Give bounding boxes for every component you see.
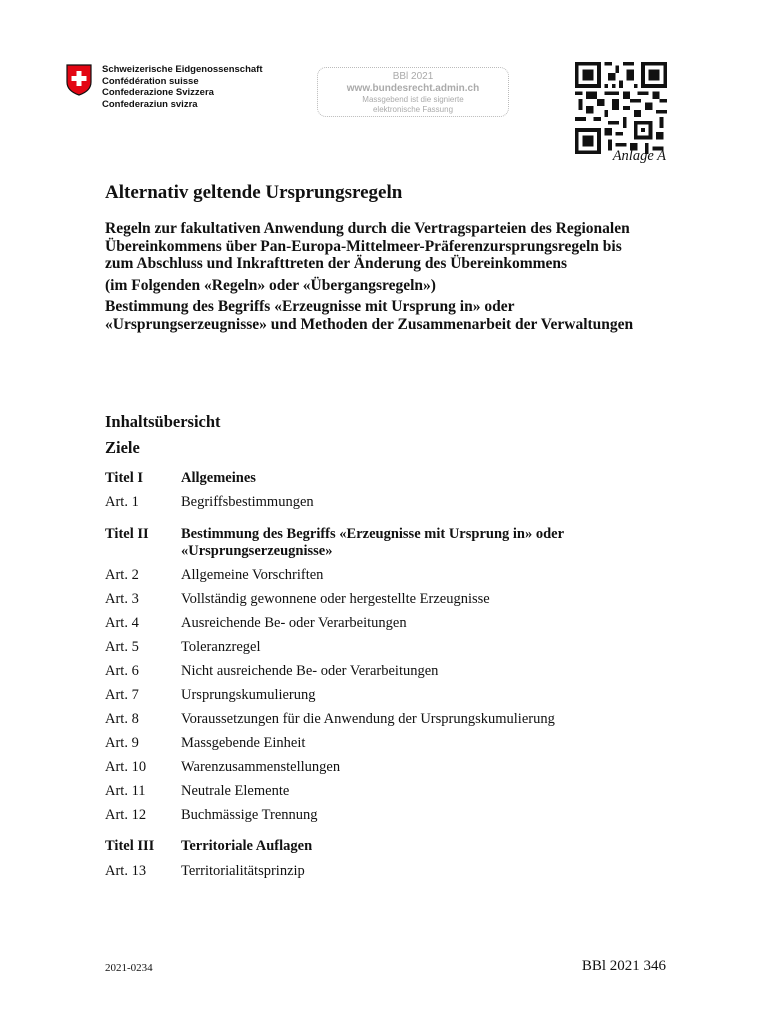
toc-entry-number: Titel III: [105, 838, 155, 854]
stamp-url: www.bundesrecht.admin.ch: [346, 83, 480, 94]
toc-entry-text: Allgemeine Vorschriften: [181, 567, 324, 583]
document-subtitle: [105, 220, 645, 333]
toc-entry-article[interactable]: [105, 567, 665, 584]
toc-entry-article[interactable]: [105, 783, 665, 800]
toc-entry-article[interactable]: [105, 615, 665, 632]
toc-entry-number: Art. 4: [105, 615, 139, 631]
subtitle-paragraph: Regeln zur fakultativen Anwendung durch die Vertragsparteien des Regionalen Übereinkommens über Pan-Europa-Mittelmeer-Präferenzursprungsregeln bis zum Abschluss und Inkrafttreten der Änderung des Übereinkommens: [105, 220, 630, 272]
stamp-line: BBl 2021: [392, 71, 434, 82]
toc-entry-number: Art. 12: [105, 807, 147, 823]
toc-entry-text: Massgebende Einheit: [181, 735, 306, 751]
toc-subheading: Ziele: [105, 438, 140, 457]
publication-stamp: [317, 67, 509, 117]
toc-entry-number: Art. 13: [105, 863, 147, 879]
toc-entry-number: Art. 2: [105, 567, 139, 583]
toc-entry-article[interactable]: [105, 807, 665, 824]
toc-entry-text: Voraussetzungen für die Anwendung der Ursprungskumulierung: [181, 711, 555, 727]
toc-entry-number: Art. 11: [105, 783, 146, 799]
stamp-line: Massgebend ist die signierte: [362, 95, 464, 104]
agency-line: Confédération suisse: [102, 75, 199, 87]
toc-entry-titel[interactable]: [105, 470, 665, 487]
annex-label: Anlage A: [612, 148, 666, 164]
toc-entry-text: Ursprungskumulierung: [181, 687, 316, 703]
toc-entry-text: Vollständig gewonnene oder hergestellte Erzeugnisse: [181, 591, 490, 607]
document-number: 2021-0234: [105, 962, 153, 974]
toc-entry-text: Nicht ausreichende Be- oder Verarbeitungen: [181, 663, 439, 679]
subtitle-paragraph: Bestimmung des Begriffs «Erzeugnisse mit Ursprung in» oder «Ursprungserzeugnisse» und Methoden der Zusammenarbeit der Verwaltungen: [105, 298, 634, 333]
toc-entry-article[interactable]: [105, 591, 665, 608]
toc-entry-text: Territoriale Auflagen: [181, 838, 313, 854]
toc-entry-number: Art. 9: [105, 735, 139, 751]
toc-entry-number: Art. 8: [105, 711, 139, 727]
subtitle-paragraph: (im Folgenden «Regeln» oder «Übergangsregeln»): [105, 276, 436, 294]
toc-entry-text: Allgemeines: [181, 470, 256, 486]
toc-entry-article[interactable]: [105, 663, 665, 680]
toc-entry-article[interactable]: [105, 494, 665, 511]
agency-name-lines: [102, 64, 263, 110]
toc-heading: Inhaltsübersicht: [105, 412, 221, 431]
agency-line: Schweizerische Eidgenossenschaft: [102, 64, 263, 75]
toc-entry-number: Art. 6: [105, 663, 139, 679]
page-reference: BBl 2021 346: [581, 958, 666, 974]
toc-entry-text: Warenzusammenstellungen: [181, 759, 341, 775]
document-title: Alternativ geltende Ursprungsregeln: [105, 182, 403, 203]
toc-entry-number: Art. 5: [105, 639, 139, 655]
toc-entry-article[interactable]: [105, 759, 665, 776]
stamp-line: elektronische Fassung: [372, 105, 454, 114]
toc-entry-text: Toleranzregel: [181, 639, 261, 655]
toc-entry-number: Art. 3: [105, 591, 139, 607]
toc-entry-number: Art. 10: [105, 759, 147, 775]
toc-entry-titel[interactable]: [105, 838, 665, 855]
toc-entry-text: Bestimmung des Begriffs «Erzeugnisse mit Ursprung in» oder «Ursprungserzeugnisse»: [181, 526, 564, 559]
toc-entry-text: Ausreichende Be- oder Verarbeitungen: [181, 615, 407, 631]
agency-line: Confederaziun svizra: [102, 98, 198, 110]
toc-entry-text: Neutrale Elemente: [181, 783, 290, 799]
toc-entry-text: Buchmässige Trennung: [181, 807, 318, 823]
toc-entry-number: Art. 1: [105, 494, 139, 510]
swiss-shield-icon: [66, 64, 92, 96]
toc-entry-article[interactable]: [105, 687, 665, 704]
toc-entry-number: Art. 7: [105, 687, 139, 703]
toc-entry-article[interactable]: [105, 639, 665, 656]
toc-entry-number: Titel II: [105, 526, 149, 542]
toc-entry-titel[interactable]: [105, 526, 665, 560]
toc-entry-article[interactable]: [105, 735, 665, 752]
toc-entry-text: Territorialitätsprinzip: [181, 863, 305, 879]
agency-line: Confederazione Svizzera: [102, 87, 214, 98]
toc-entry-article[interactable]: [105, 863, 665, 880]
toc-entry-article[interactable]: [105, 711, 665, 728]
swiss-confederation-logo: [66, 64, 263, 110]
toc-entry-text: Begriffsbestimmungen: [181, 494, 314, 510]
qr-code-icon: [575, 62, 667, 154]
toc-entry-number: Titel I: [105, 470, 143, 486]
